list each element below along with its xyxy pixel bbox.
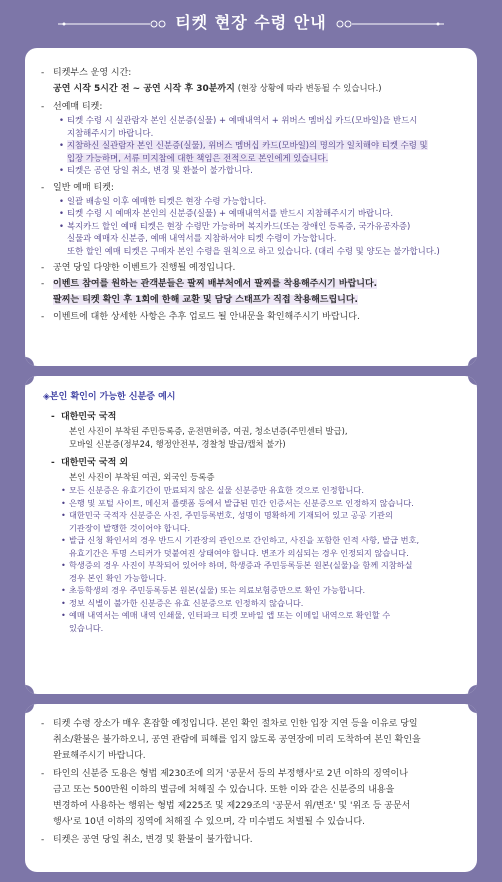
presale-item: • 티켓은 공연 당일 취소, 변경 및 환불이 불가합니다. <box>41 164 463 177</box>
general-item-cont: 또한 할인 예매 티켓은 구매자 본인 수령을 원칙으로 하고 있습니다. (대리 수령 및 양도는 불가합니다.) <box>67 245 440 256</box>
ornament-right-icon <box>336 20 444 28</box>
card-notch <box>468 357 477 366</box>
presale-item: • 지참하신 실관람자 본인 신분증(실물), 위버스 멤버십 카드(모바일)의 명의가 일치해야 티켓 수령 및 <box>41 139 463 152</box>
card-notch <box>468 704 477 713</box>
korean-desc: 본인 사진이 부착된 주민등록증, 운전면허증, 여권, 청소년증(주민센터 발급), <box>69 426 348 436</box>
card-notch <box>25 704 34 713</box>
presale-label: - 선예매 티켓: <box>41 100 463 114</box>
warning-item: - 타인의 신분증 도용은 형법 제230조에 의거 '공문서 등의 부정행사'로 2년 이하의 징역이나 <box>41 766 463 782</box>
id-rule: • 학생증의 경우 사진이 부착되어 있어야 하며, 학생증과 주민등록등본 원본(실물)을 함께 지참하실 <box>43 559 463 572</box>
id-rule-cont: 기관장이 발행한 것이어야 합니다. <box>69 522 191 533</box>
id-rule-cont: 유효기간은 투명 스티커가 덧붙여진 상태여야 합니다. 변조가 의심되는 경우 인정되지 않습니다. <box>69 547 409 558</box>
page-title: 티켓 현장 수령 안내 <box>175 13 327 32</box>
event-note: - 공연 당일 다양한 이벤트가 진행될 예정입니다. <box>41 261 463 275</box>
korean-title: - 대한민국 국적 <box>43 410 463 425</box>
id-rule-cont: 경우 본인 확인 가능합니다. <box>69 572 167 583</box>
id-rule: • 예매 내역서는 예매 내역 인쇄물, 인터파크 티켓 모바일 앱 또는 이메일 내역으로 확인할 수 <box>43 609 463 622</box>
detail-note: - 이벤트에 대한 상세한 사항은 추후 업로드 될 안내문을 확인해주시기 바랍니다. <box>41 310 463 324</box>
warning-item-cont: 변경하여 사용하는 행위는 형법 제225조 및 제229조의 '공문서 위/변조' 및 '위조 등 공문서 <box>53 801 411 811</box>
wristband-note-cont: 팔찌는 티켓 확인 후 1회에 한해 교환 및 담당 스태프가 직접 착용해드립니다. <box>53 295 358 305</box>
presale-item-cont: 입장 가능하며, 서류 미지참에 대한 책임은 전적으로 본인에게 있습니다. <box>67 152 329 163</box>
general-item: • 일괄 배송일 이후 예매한 티켓은 현장 수령 가능합니다. <box>41 195 463 208</box>
id-rule: • 초등학생의 경우 주민등록등본 원본(실물) 또는 의료보험증만으로 확인 가능합니다. <box>43 584 463 597</box>
card-notch <box>25 376 34 385</box>
card-notch <box>468 376 477 385</box>
notice-card-ticket-booth <box>25 48 477 366</box>
general-item: • 복지카드 할인 예매 티켓은 현장 수령만 가능하며 복지카드(또는 장애인 등록증, 국가유공자증) <box>41 220 463 233</box>
booth-note: (현장 상황에 따라 변동될 수 있습니다.) <box>237 83 382 93</box>
id-section-title: ◈본인 확인이 가능한 신분증 예시 <box>43 392 176 402</box>
warning-item-cont: 행사'로 10년 이하의 징역에 처해질 수 있으며, 각 미수범도 처벌될 수 있습니다. <box>53 817 365 827</box>
warning-item-cont: 금고 또는 500만원 이하의 벌금에 처해질 수 있습니다. 또한 이와 같은 신분증의 내용을 <box>53 785 395 795</box>
general-item-cont: 실물과 예매자 신분증, 예매 내역서를 지참하셔야 티켓 수령이 가능합니다. <box>67 233 337 243</box>
foreign-desc: 본인 사진이 부착된 여권, 외국인 등록증 <box>69 472 215 482</box>
booth-hours <box>41 81 463 96</box>
warning-item: - 티켓 수령 장소가 매우 혼잡할 예정입니다. 본인 확인 절차로 인한 입장 지연 등을 이유로 당일 <box>41 716 463 732</box>
id-rule: • 발급 신청 확인서의 경우 반드시 기관장의 관인으로 간인하고, 사진을 포함한 인적 사항, 발급 번호, <box>43 534 463 547</box>
warning-item-cont: 취소/환불은 불가하오니, 공연 관람에 피해를 입지 않도록 공연장에 미리 도착하여 본인 확인을 <box>53 735 421 745</box>
notice-card-id-examples <box>25 376 477 694</box>
card-notch <box>468 685 477 694</box>
wristband-note: - 이벤트 참여를 원하는 관객분들은 팔찌 배부처에서 팔찌를 착용해주시기 바랍니다. <box>41 277 463 291</box>
card-notch <box>25 685 34 694</box>
warning-item: - 티켓은 공연 당일 취소, 변경 및 환불이 불가합니다. <box>41 832 463 848</box>
id-rule: • 은행 및 포털 사이트, 메신저 플랫폼 등에서 발급된 민간 인증서는 신분증으로 인정하지 않습니다. <box>43 497 463 510</box>
id-rule: • 대한민국 국적자 신분증은 사진, 주민등록번호, 성명이 명확하게 기재되어 있고 공공 기관의 <box>43 509 463 522</box>
presale-item-cont: 지참해주시기 바랍니다. <box>67 127 154 138</box>
booth-time: 공연 시작 5시간 전 ~ 공연 시작 후 30분까지 <box>53 84 235 94</box>
id-rule: • 정보 식별이 불가한 신분증은 유효 신분증으로 인정하지 않습니다. <box>43 597 463 610</box>
presale-item: • 티켓 수령 시 실관람자 본인 신분증(실물) + 예매내역서 + 위버스 멤버십 카드(모바일)을 반드시 <box>41 114 463 127</box>
notice-card-warnings <box>25 704 477 872</box>
id-rule-cont: 있습니다. <box>69 622 104 633</box>
header <box>0 0 502 46</box>
booth-label: - 티켓부스 운영 시간: <box>41 66 463 80</box>
general-item: • 티켓 수령 시 예매자 본인의 신분증(실물) + 예매내역서를 반드시 지참해주시기 바랍니다. <box>41 207 463 220</box>
card-notch <box>25 357 34 366</box>
warning-item-cont: 완료해주시기 바랍니다. <box>53 751 146 761</box>
id-rule: • 모든 신분증은 유효기간이 만료되지 않은 실물 신분증만 유효한 것으로 인정합니다. <box>43 484 463 497</box>
korean-desc: 모바일 신분증(정부24, 행정안전부, 경찰청 발급/캡처 불가) <box>69 439 286 449</box>
general-label: - 일반 예매 티켓: <box>41 181 463 195</box>
foreign-title: - 대한민국 국적 외 <box>43 456 463 471</box>
